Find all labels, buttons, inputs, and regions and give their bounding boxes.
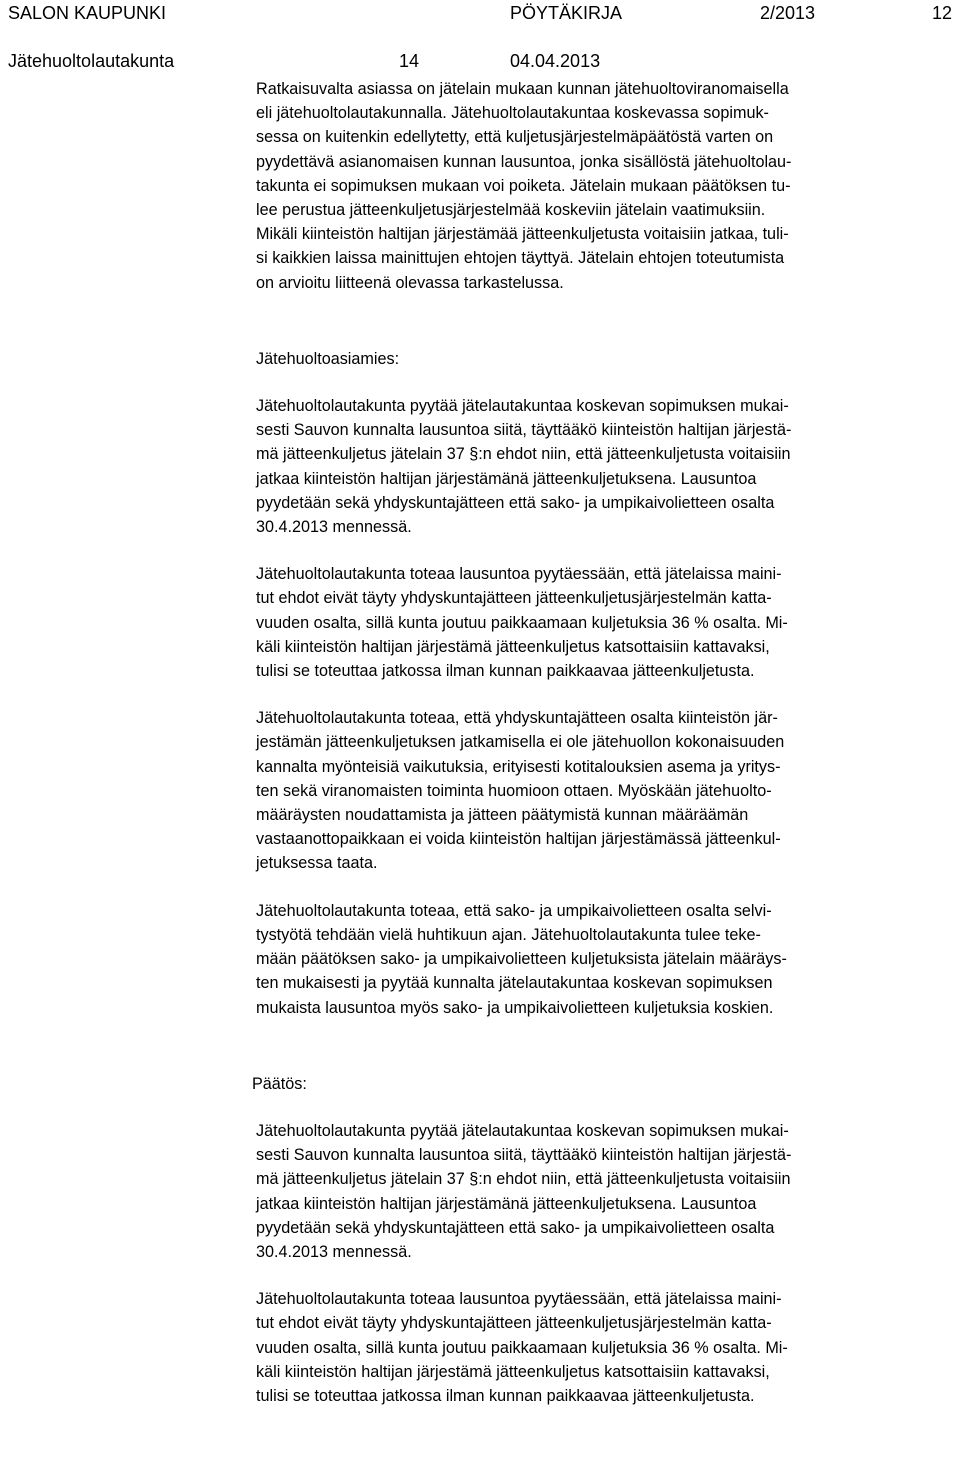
heading-jatehuoltoasiamies: Jätehuoltoasiamies: bbox=[256, 349, 400, 368]
paragraph-decision-coverage: Jätehuoltolautakunta toteaa lausuntoa pyytäessään, että jätelaissa maini- tut ehdot eivät täyty yhdyskuntajätteen jätteenkuljetusjärjestelmän katta- vuuden osalta, sillä kunta joutuu paikkaamaan kuljetuksia 36 % osalta. Mi- käli kiinteistön haltijan järjestämä jätteenkuljetus katsottaisiin kattavaksi, tulisi se toteuttaa jatkossa ilman kunnan paikkaavaa jätteenkuljetusta. bbox=[256, 1290, 788, 1405]
header-doc-type: PÖYTÄKIRJA bbox=[510, 3, 623, 23]
header-board: Jätehuoltolautakunta bbox=[8, 51, 175, 71]
paragraph-ratkaisuvalta: Ratkaisuvalta asiassa on jätelain mukaan kunnan jätehuoltoviranomaisella eli jätehuoltolautakunnalla. Jätehuoltolautakuntaa koskevassa sopimuk- sessa on kuitenkin edellytetty, että kuljetusjärjestelmäpäätöstä varten on pyydettävä asianomaisen kunnan lausuntoa, jonka sisällöstä jätehuoltolau- takunta ei sopimuksen mukaan voi poiketa. Jätelain mukaan päätöksen tu- lee perustua jätteenkuljetusjärjestelmää koskeviin jätelain vaatimuksiin. Mikäli kiinteistön haltijan järjestämää jätteenkuljetusta voitaisiin jatkaa, tuli- si kaikkien laissa mainittujen ehtojen täyttyä. Jätelain ehtojen toteutumista on arvioitu liitteenä olevassa tarkastelussa. bbox=[256, 80, 792, 292]
paragraph-proposal-request: Jätehuoltolautakunta pyytää jätelautakuntaa koskevan sopimuksen mukai- sesti Sauvon kunnalta lausuntoa siitä, täyttääkö kiinteistön haltijan järjestä- mä jätteenkuljetus jätelain 37 §:n ehdot niin, että jätteenkuljetusta voitaisiin jatkaa kiinteistön haltijan järjestämänä jätteenkuljetuksena. Lausuntoa pyydetään sekä yhdyskuntajätteen että sako- ja umpikaivolietteen osalta 30.4.2013 mennessä. bbox=[256, 397, 792, 537]
header-doc-number: 2/2013 bbox=[760, 3, 816, 23]
heading-paatos: Päätös: bbox=[252, 1074, 307, 1093]
paragraph-proposal-coverage: Jätehuoltolautakunta toteaa lausuntoa pyytäessään, että jätelaissa maini- tut ehdot eivät täyty yhdyskuntajätteen jätteenkuljetusjärjestelmän katta- vuuden osalta, sillä kunta joutuu paikkaamaan kuljetuksia 36 % osalta. Mi- käli kiinteistön haltijan järjestämä jätteenkuljetus katsottaisiin kattavaksi, tulisi se toteuttaa jatkossa ilman kunnan paikkaavaa jätteenkuljetusta. bbox=[256, 565, 788, 681]
header-date: 04.04.2013 bbox=[510, 51, 601, 71]
paragraph-proposal-effects: Jätehuoltolautakunta toteaa, että yhdyskuntajätteen osalta kiinteistön jär- jestämän jätteenkuljetuksen jatkamisella ei ole jätehuollon kokonaisuuden kannalta myönteisiä vaikutuksia, erityisesti kotitalouksien asema ja yritys- ten sekä viranomaisten toiminta huomioon ottaen. Myöskään jätehuolto- määräysten noudattamista ja jätteen päätymistä kunnan määräämän vastaanottopaikkaan ei voida kiinteistön haltijan järjestämässä jätteenkul- jetuksessa taata. bbox=[256, 709, 785, 873]
paragraph-decision-request: Jätehuoltolautakunta pyytää jätelautakuntaa koskevan sopimuksen mukai- sesti Sauvon kunnalta lausuntoa siitä, täyttääkö kiinteistön haltijan järjestä- mä jätteenkuljetus jätelain 37 §:n ehdot niin, että jätteenkuljetusta voitaisiin jatkaa kiinteistön haltijan järjestämänä jätteenkuljetuksena. Lausuntoa pyydetään sekä yhdyskuntajätteen että sako- ja umpikaivolietteen osalta 30.4.2013 mennessä. bbox=[256, 1121, 792, 1261]
header-page-number: 12 bbox=[932, 3, 953, 23]
header-section: 14 bbox=[399, 51, 420, 71]
paragraph-proposal-sludge: Jätehuoltolautakunta toteaa, että sako- ja umpikaivolietteen osalta selvi- tystyötä tehdään vielä huhtikuun ajan. Jätehuoltolautakunta tulee teke- mään päätöksen sako- ja umpikaivolietteen kuljetuksista jätelain määräys- ten mukaisesti ja pyytää kunnalta jätelautakuntaa koskevan sopimuksen mukaista lausuntoa myös sako- ja umpikaivolietteen kuljetuksia koskien. bbox=[256, 901, 787, 1017]
header-city: SALON KAUPUNKI bbox=[8, 3, 167, 23]
document-body bbox=[252, 77, 956, 1408]
